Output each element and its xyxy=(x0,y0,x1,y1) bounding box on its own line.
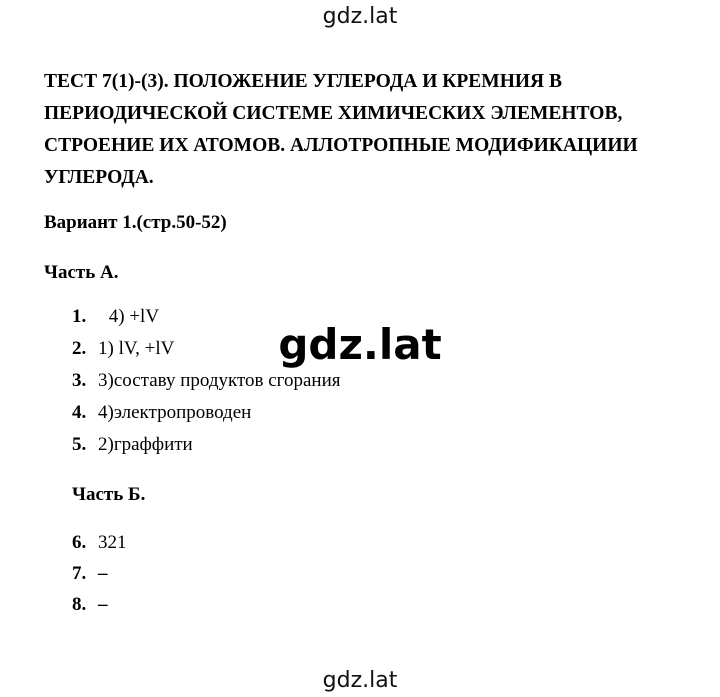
answer-number: 7. xyxy=(72,563,87,584)
answer-item-7 xyxy=(72,563,108,585)
answer-number: 1. xyxy=(72,306,87,327)
answer-number: 3. xyxy=(72,370,87,391)
answer-text: 321 xyxy=(98,532,127,553)
answer-item-5 xyxy=(72,434,193,456)
answer-number: 8. xyxy=(72,594,87,615)
part-b-heading: Часть Б. xyxy=(72,484,146,505)
answer-text: 1) lV, +lV xyxy=(98,338,175,359)
answer-item-6 xyxy=(72,532,127,554)
answer-number: 4. xyxy=(72,402,87,423)
answer-text: 3)составу продуктов сгорания xyxy=(98,370,341,391)
answer-item-3 xyxy=(72,370,341,392)
variant-heading: Вариант 1.(стр.50-52) xyxy=(44,212,227,233)
test-title: ТЕСТ 7(1)-(3). ПОЛОЖЕНИЕ УГЛЕРОДА И КРЕМНИЯ В ПЕРИОДИЧЕСКОЙ СИСТЕМЕ ХИМИЧЕСКИХ ЭЛЕМЕНТОВ, СТРОЕНИЕ ИХ АТОМОВ. АЛЛОТРОПНЫЕ МОДИФИКАЦИИИ УГЛЕРОДА. xyxy=(44,71,638,188)
answer-number: 5. xyxy=(72,434,87,455)
answer-text: 2)граффити xyxy=(98,434,193,455)
answer-text: – xyxy=(98,594,108,615)
answer-text: 4)электропроводен xyxy=(98,402,252,423)
answer-text: 4) +lV xyxy=(104,306,160,327)
part-a-heading: Часть А. xyxy=(44,262,119,283)
watermark-center: gdz.lat xyxy=(278,320,442,369)
watermark-top: gdz.lat xyxy=(322,4,398,29)
answer-item-8 xyxy=(72,594,108,616)
watermark-bottom: gdz.lat xyxy=(322,668,398,693)
answer-number: 2. xyxy=(72,338,87,359)
answer-item-4 xyxy=(72,402,251,424)
answer-number: 6. xyxy=(72,532,87,553)
answer-text: – xyxy=(98,563,108,584)
